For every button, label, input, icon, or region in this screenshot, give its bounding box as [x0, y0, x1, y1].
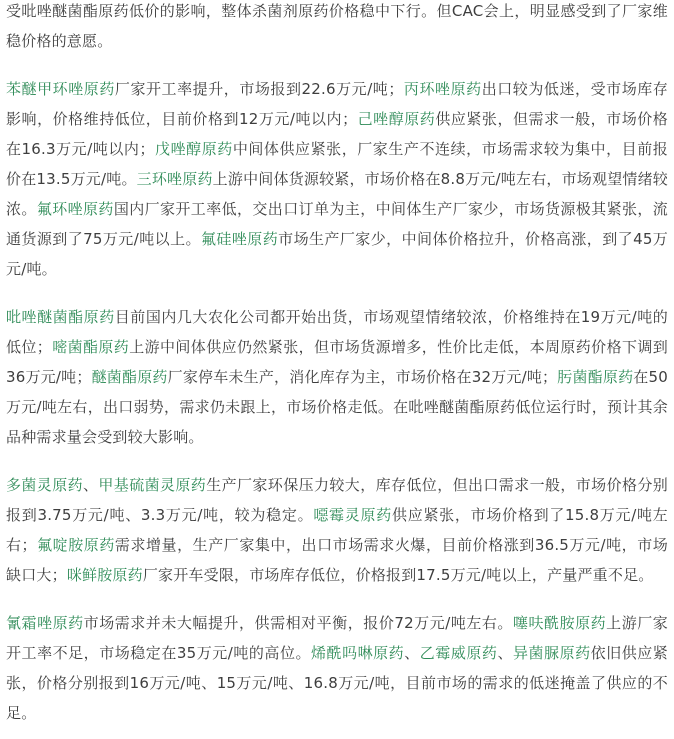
paragraph-text: 厂家停车未生产，消化库存为主，市场价格在32万元/吨；	[167, 368, 558, 386]
product-name: 烯酰吗啉原药	[311, 644, 405, 662]
product-name: 氰霜唑原药	[6, 614, 84, 632]
paragraph-text: 需求增量，生产厂家集中，出口市场需求火爆，目前价格涨到36.5万元/吨，市场缺口大；	[6, 536, 668, 584]
product-name: 氟硅唑原药	[200, 230, 279, 248]
product-name: 咪鲜胺原药	[66, 566, 143, 584]
paragraph-text: 受吡唑醚菌酯原药低价的影响，整体杀菌剂原药价格稳中下行。但CAC会上，明显感受到了厂家维稳价格的意愿。	[6, 2, 668, 50]
product-name: 丙环唑原药	[403, 80, 482, 98]
paragraph-text: 上游中间体供应仍然紧张，但市场货源增多，性价比走低，本周原药价格下调到36万元/吨；	[6, 338, 668, 386]
paragraph-text: 供应紧张，市场价格到了15.8万元/吨左右；	[6, 506, 668, 554]
paragraph-text: 市场生产厂家少，中间体价格拉升，价格高涨，到了45万元/吨。	[6, 230, 668, 278]
paragraph-text: 厂家开工率提升，市场报到22.6万元/吨；	[114, 80, 404, 98]
product-name: 多菌灵原药	[6, 476, 83, 494]
product-name: 己唑醇原药	[357, 110, 436, 128]
product-name: 醚菌酯原药	[91, 368, 168, 386]
paragraph-text: 生产厂家环保压力较大，库存低位，但出口需求一般，市场价格分别报到3.75万元/吨、3.3万元/吨，较为稳定。	[6, 476, 668, 524]
product-name: 异菌脲原药	[512, 644, 591, 662]
product-name: 吡唑醚菌酯原药	[6, 308, 115, 326]
paragraph-text: 上游中间体货源较紧，市场价格在8.8万元/吨左右，市场观望情绪较浓。	[6, 170, 668, 218]
paragraph-text: 国内厂家开工率低，交出口订单为主，中间体生产厂家少，市场货源极其紧张，流通货源到了75万元/吨以上。	[6, 200, 668, 248]
product-name: 乙霉威原药	[419, 644, 498, 662]
paragraph-strobilurins	[6, 302, 668, 452]
paragraph-text: 供应紧张，但需求一般，市场价格在16.3万元/吨以内；	[6, 110, 668, 158]
paragraph-others	[6, 608, 668, 728]
product-name: 戊唑醇原药	[154, 140, 233, 158]
paragraph-text: 在50万元/吨左右，出口弱势，需求仍未跟上，市场价格走低。在吡唑醚菌酯原药低位运行时，预计其余品种需求量会受到较大影响。	[6, 368, 668, 446]
paragraph-text: 上游厂家开工率不足，市场稳定在35万元/吨的高位。	[6, 614, 668, 662]
product-name: 氟啶胺原药	[36, 536, 115, 554]
paragraph-text: 、	[83, 476, 99, 494]
product-name: 噁霉灵原药	[313, 506, 392, 524]
paragraph-benzimidazoles	[6, 470, 668, 590]
paragraph-intro	[6, 0, 668, 56]
product-name: 氟环唑原药	[36, 200, 114, 218]
paragraph-text: 出口较为低迷，受市场库存影响，价格维持低位，目前价格到12万元/吨以内；	[6, 80, 668, 128]
product-name: 甲基硫菌灵原药	[98, 476, 207, 494]
paragraph-triazoles	[6, 74, 668, 284]
product-name: 肟菌酯原药	[557, 368, 634, 386]
paragraph-text: 、	[497, 644, 513, 662]
product-name: 苯醚甲环唑原药	[6, 80, 115, 98]
paragraph-text: 依旧供应紧张，价格分别报到16万元/吨、15万元/吨、16.8万元/吨，目前市场的需求的低迷掩盖了供应的不足。	[6, 644, 668, 722]
product-name: 噻呋酰胺原药	[512, 614, 607, 632]
product-name: 三环唑原药	[136, 170, 213, 188]
paragraph-text: 厂家开车受限，市场库存低位，价格报到17.5万元/吨以上，产量严重不足。	[142, 566, 654, 584]
paragraph-text: 市场需求并未大幅提升，供需相对平衡，报价72万元/吨左右。	[83, 614, 513, 632]
product-name: 嘧菌酯原药	[52, 338, 130, 356]
paragraph-text: 中间体供应紧张，厂家生产不连续，市场需求较为集中，目前报价在13.5万元/吨。	[6, 140, 668, 188]
paragraph-text: 、	[404, 644, 420, 662]
paragraph-text: 目前国内几大农化公司都开始出货，市场观望情绪较浓，价格维持在19万元/吨的低位；	[6, 308, 668, 356]
